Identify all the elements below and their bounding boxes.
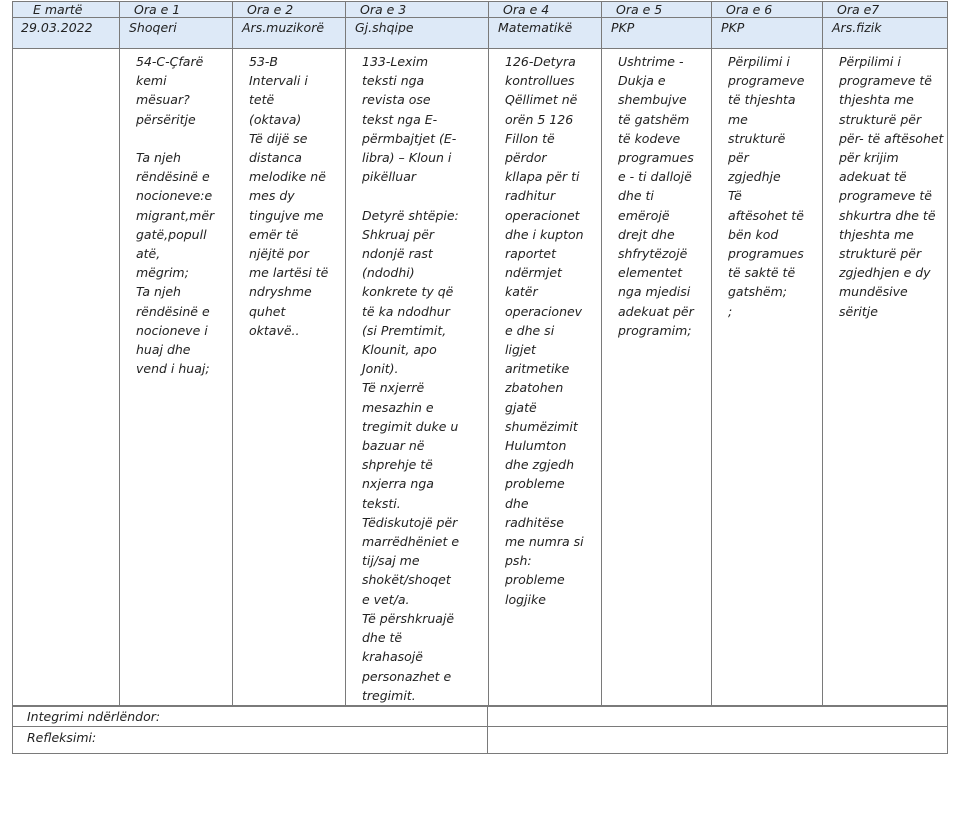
- integration-row: [13, 706, 948, 726]
- period-header-row: [13, 2, 948, 18]
- date-cell: 29.03.2022: [13, 18, 120, 49]
- lesson-plan: [12, 1, 947, 754]
- reflection-row: [13, 726, 948, 753]
- subject-cell: Shoqeri: [120, 18, 233, 49]
- subject-cell: Gj.shqipe: [346, 18, 489, 49]
- period-header: Ora e 2: [233, 2, 346, 18]
- subject-cell: PKP: [712, 18, 823, 49]
- subject-cell: Matematikë: [489, 18, 602, 49]
- period-header: Ora e 1: [120, 2, 233, 18]
- period-header: Ora e 5: [602, 2, 712, 18]
- period-header: Ora e 3: [346, 2, 489, 18]
- lesson-content-cell: Përpilimi i programeve të thjeshta me strukturë për për- të aftësohet për krijim adekuat të programeve të shkurtra dhe të thjeshta me strukturë për zgjedhjen e dy mundësive sëritje: [823, 49, 948, 706]
- lesson-content-row: [13, 49, 948, 706]
- integration-label: Integrimi ndërlëndor:: [13, 706, 488, 726]
- period-header: Ora e 4: [489, 2, 602, 18]
- lesson-content-cell: 53-B Intervali i tetë (oktava) Të dijë se distanca melodike në mes dy tingujve me emër të njëjtë por me lartësi të ndryshme quhet oktavë..: [233, 49, 346, 706]
- reflection-label: Refleksimi:: [13, 726, 488, 753]
- lesson-content-cell: 126-Detyra kontrollues Qëllimet në orën 5 126 Fillon të përdor kllapa për ti radhitur operacionet dhe i kupton raportet ndërmjet katër operacionev e dhe si ligjet aritmetike zbatohen gjatë shumëzimit Hulumton dhe zgjedh probleme dhe radhitëse me numra si psh: probleme logjike: [489, 49, 602, 706]
- integration-value: [488, 706, 948, 726]
- lesson-content-cell: 133-Lexim teksti nga revista ose tekst nga E- përmbajtjet (E- libra) – Kloun i pikëlluar Detyrë shtëpie: Shkruaj për ndonjë rast (ndodhi) konkrete ty që të ka ndodhur (si Premtimit, Klounit, apo Jonit). Të nxjerrë mesazhin e tregimit duke u bazuar në shprehje të nxjerra nga teksti. Tëdiskutojë për marrëdhëniet e tij/saj me shokët/shoqet e vet/a. Të përshkruajë dhe të krahasojë personazhet e tregimit.: [346, 49, 489, 706]
- lesson-content-cell: Përpilimi i programeve të thjeshta me strukturë për zgjedhje Të aftësohet të bën kod programues të saktë të gatshëm; ;: [712, 49, 823, 706]
- lesson-content-cell: Ushtrime - Dukja e shembujve të gatshëm të kodeve programues e - ti dallojë dhe ti emërojë drejt dhe shfrytëzojë elementet nga mjedisi adekuat për programim;: [602, 49, 712, 706]
- period-header: Ora e7: [823, 2, 948, 18]
- lesson-content-cell: 54-C-Çfarë kemi mësuar? përsëritje Ta njeh rëndësinë e nocioneve:e migrant,mër gatë,popull atë, mëgrim; Ta njeh rëndësinë e nocioneve i huaj dhe vend i huaj;: [120, 49, 233, 706]
- subject-cell: Ars.fizik: [823, 18, 948, 49]
- subject-cell: Ars.muzikorë: [233, 18, 346, 49]
- footer-table: [12, 706, 948, 754]
- period-header: Ora e 6: [712, 2, 823, 18]
- schedule-table: [12, 1, 948, 706]
- subject-row: [13, 18, 948, 49]
- subject-cell: PKP: [602, 18, 712, 49]
- empty-day-cell: [13, 49, 120, 706]
- reflection-value: [488, 726, 948, 753]
- day-header: E martë: [13, 2, 120, 18]
